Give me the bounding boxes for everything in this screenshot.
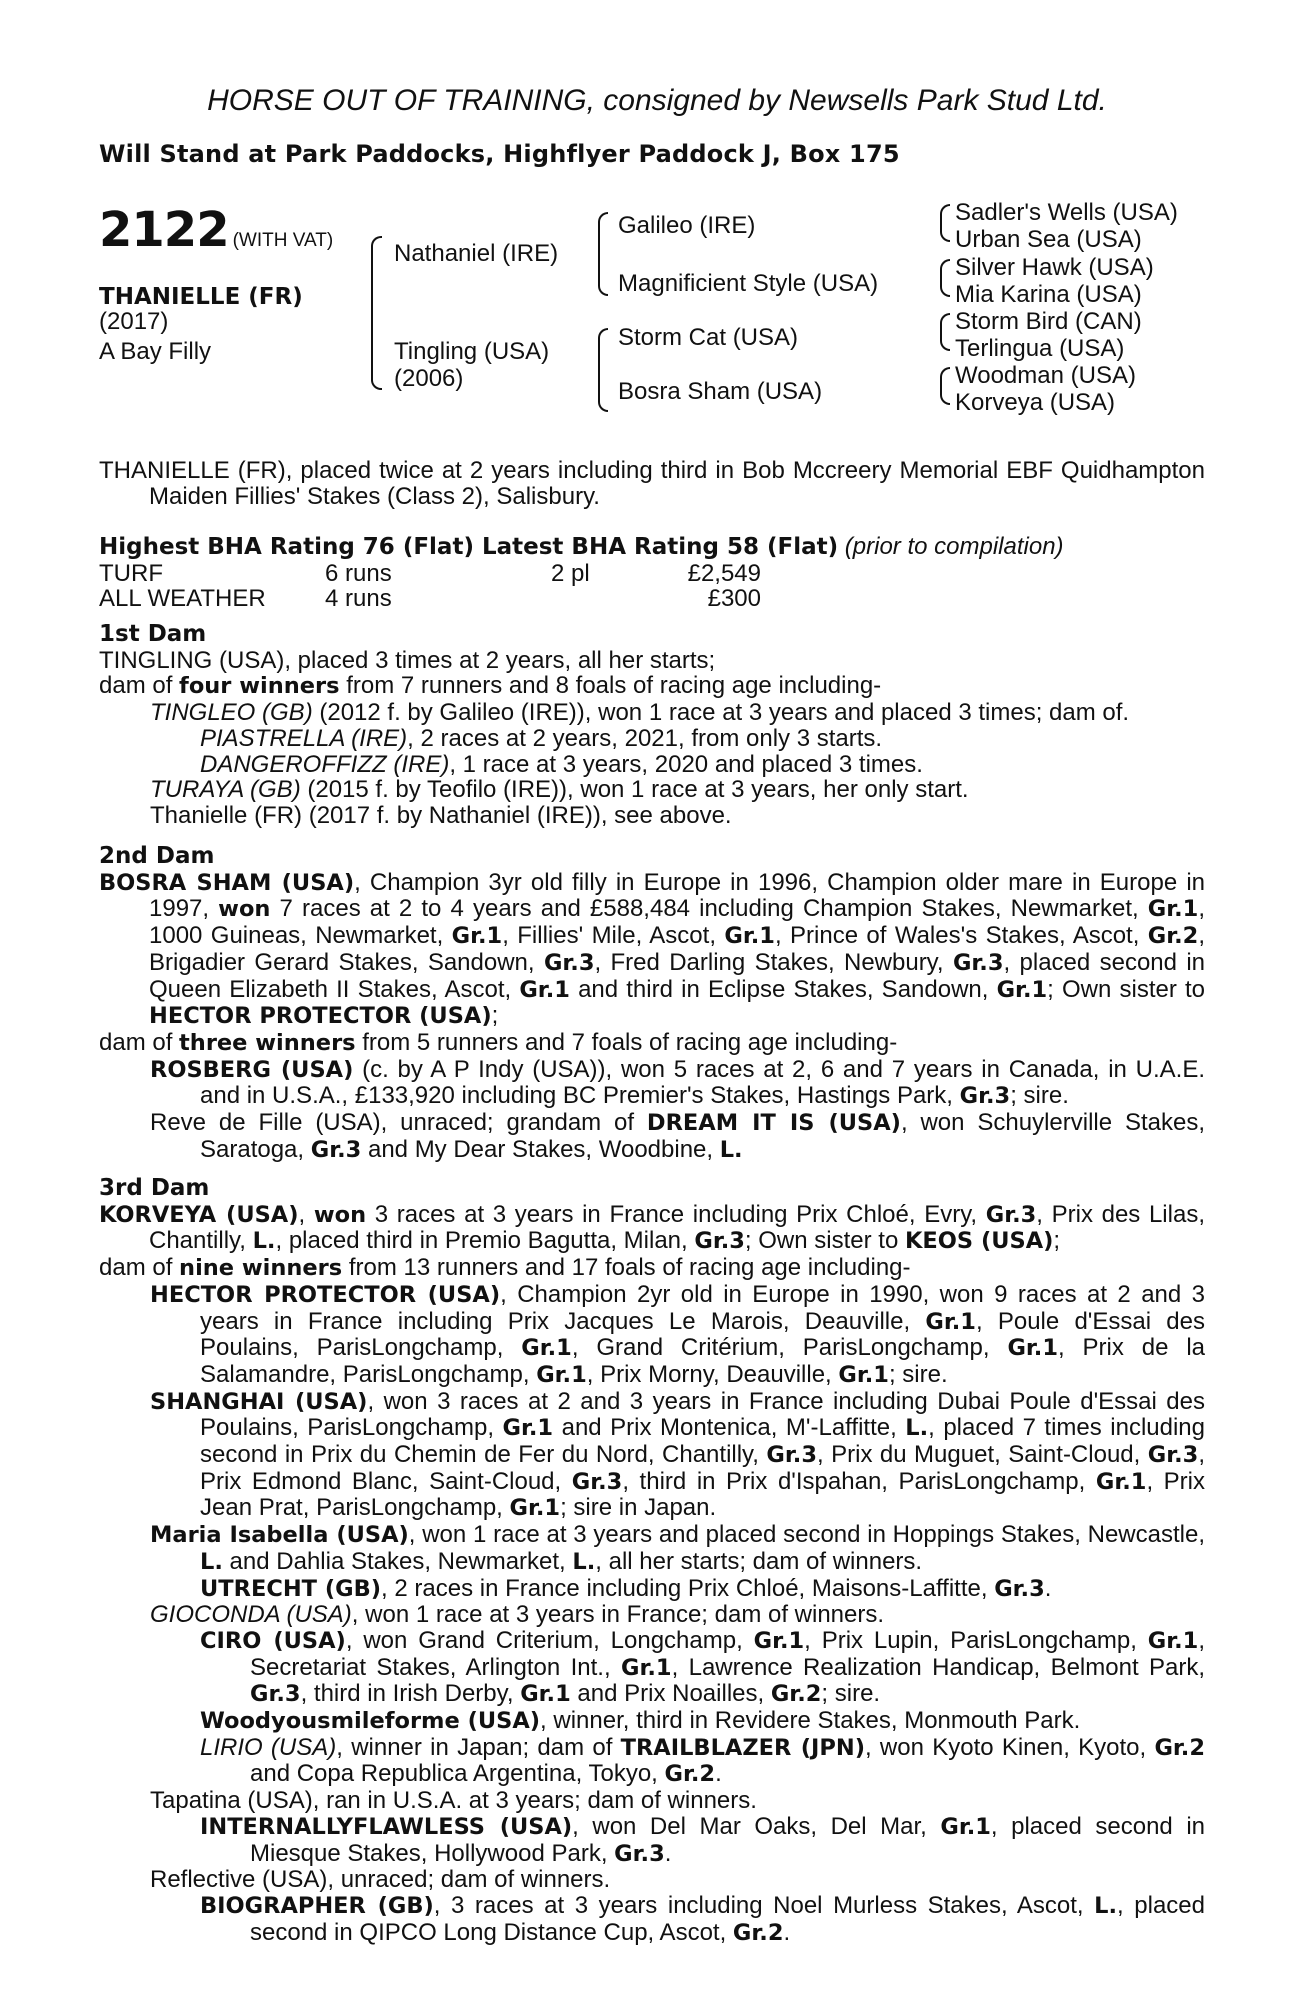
- third-dam-record: KORVEYA (USA), won 3 races at 3 years in France including Prix Chloé, Evry, Gr.3, Prix des Lilas, Chantilly, L., placed third in Premio Bagutta, Milan, Gr.3; Own sister to KEOS (USA);: [99, 1200, 1205, 1255]
- horse-name: THANIELLE (FR): [99, 284, 303, 310]
- first-dam-section: [99, 622, 1205, 829]
- dam-line-bracket: [598, 328, 608, 412]
- lot-number: [99, 202, 333, 258]
- bracket-gen3-c: [940, 313, 950, 351]
- pedigree-dam-year: (2006): [394, 365, 464, 392]
- pedigree-sire-dam: Magnificient Style (USA): [618, 270, 879, 297]
- third-dam-heading: 3rd Dam: [99, 1175, 210, 1201]
- produce-item: Thanielle (FR) (2017 f. by Nathaniel (IRE)), see above.: [150, 801, 732, 829]
- second-dam-produce: dam of three winners from 5 runners and 7 foals of racing age including-: [99, 1028, 898, 1056]
- bha-ratings: Highest BHA Rating 76 (Flat) Latest BHA Rating 58 (Flat): [99, 534, 839, 560]
- first-dam-heading: 1st Dam: [99, 621, 207, 647]
- produce-item: Reflective (USA), unraced; dam of winners.: [150, 1866, 611, 1894]
- produce-item: PIASTRELLA (IRE), 2 races at 2 years, 2021, from only 3 starts.: [200, 724, 883, 752]
- turf-record: [99, 561, 1205, 587]
- ratings-line: [99, 534, 1205, 561]
- pedigree-dam-dam: Bosra Sham (USA): [618, 378, 823, 405]
- first-dam-produce: dam of four winners from 7 runners and 8 foals of racing age including-: [99, 672, 882, 700]
- produce-item: Reve de Fille (USA), unraced; grandam of DREAM IT IS (USA), won Schuylerville Stakes, Saratoga, Gr.3 and My Dear Stakes, Woodbine, L.: [150, 1109, 1205, 1163]
- produce-item: Tapatina (USA), ran in U.S.A. at 3 years; dam of winners.: [150, 1787, 757, 1815]
- produce-item: Maria Isabella (USA), won 1 race at 3 years and placed second in Hoppings Stakes, Newcastle, L. and Dahlia Stakes, Newmarket, L., all her starts; dam of winners.: [150, 1521, 1205, 1575]
- produce-item: CIRO (USA), won Grand Criterium, Longchamp, Gr.1, Prix Lupin, ParisLongchamp, Gr.1, Secretariat Stakes, Arlington Int., Gr.1, Lawrence Realization Handicap, Belmont Park, Gr.3, third in Irish Derby, Gr.1 and Prix Noailles, Gr.2; sire.: [200, 1626, 1206, 1708]
- second-dam-section: [99, 844, 1205, 1163]
- foaling-year: (2017): [99, 308, 169, 335]
- aw-runs: 4 runs: [325, 585, 392, 613]
- horse-description: A Bay Filly: [99, 338, 212, 365]
- turf-earnings: £2,549: [687, 559, 761, 587]
- produce-item: HECTOR PROTECTOR (USA), Champion 2yr old in Europe in 1990, won 9 races at 2 and 3 years in France including Prix Jacques Le Marois, Deauville, Gr.1, Poule d'Essai des Poulains, ParisLongchamp, Gr.1, Grand Critérium, ParisLongchamp, Gr.1, Prix de la Salamandre, ParisLongchamp, Gr.1, Prix Morny, Deauville, Gr.1; sire.: [150, 1280, 1206, 1388]
- pedigree-sds: Silver Hawk (USA): [955, 254, 1154, 281]
- ratings-block: [99, 534, 1205, 612]
- produce-item: UTRECHT (GB), 2 races in France including Prix Chloé, Maisons-Laffitte, Gr.3.: [200, 1574, 1052, 1602]
- pedigree-dds: Woodman (USA): [955, 362, 1136, 389]
- ratings-note: (prior to compilation): [844, 533, 1064, 560]
- produce-item: Woodyousmileforme (USA), winner, third in Revidere Stakes, Monmouth Park.: [200, 1707, 1081, 1735]
- stand-location: Will Stand at Park Paddocks, Highflyer Paddock J, Box 175: [99, 140, 900, 168]
- bracket-gen3-b: [940, 259, 950, 297]
- summary-text: THANIELLE (FR), placed twice at 2 years including third in Bob Mccreery Memorial EBF Quidhampton Maiden Fillies' Stakes (Class 2), Salisbury.: [99, 457, 1205, 510]
- second-dam-heading: 2nd Dam: [99, 843, 215, 869]
- produce-item: ROSBERG (USA) (c. by A P Indy (USA)), won 5 races at 2, 6 and 7 years in Canada, in U.A.E. and in U.S.A., £133,920 including BC Premier's Stakes, Hastings Park, Gr.3; sire.: [150, 1055, 1205, 1110]
- produce-item: BIOGRAPHER (GB), 3 races at 3 years including Noel Murless Stakes, Ascot, L., placed second in QIPCO Long Distance Cup, Ascot, Gr.2.: [200, 1891, 1205, 1946]
- pedigree-sdd: Mia Karina (USA): [955, 281, 1142, 308]
- sire-line-bracket: [598, 212, 608, 296]
- bracket-gen3-d: [940, 367, 950, 405]
- pedigree-dam-sire: Storm Cat (USA): [618, 324, 799, 351]
- bracket-gen3-a: [940, 204, 950, 242]
- produce-item: TURAYA (GB) (2015 f. by Teofilo (IRE)), won 1 race at 3 years, her only start.: [150, 776, 969, 804]
- pedigree-sire: Nathaniel (IRE): [394, 240, 559, 267]
- turf-placed: 2 pl: [551, 559, 590, 587]
- first-dam-intro: TINGLING (USA), placed 3 times at 2 years, all her starts;: [99, 646, 716, 674]
- produce-item: DANGEROFFIZZ (IRE), 1 race at 3 years, 2020 and placed 3 times.: [200, 750, 923, 778]
- sire-dam-bracket: [371, 236, 382, 390]
- produce-item: GIOCONDA (USA), won 1 race at 3 years in France; dam of winners.: [150, 1601, 885, 1629]
- second-dam-record: BOSRA SHAM (USA), Champion 3yr old filly in Europe in 1996, Champion older mare in Europe in 1997, won 7 races at 2 to 4 years and £588,484 including Champion Stakes, Newmarket, Gr.1, 1000 Guineas, Newmarket, Gr.1, Fillies' Mile, Ascot, Gr.1, Prince of Wales's Stakes, Ascot, Gr.2, Brigadier Gerard Stakes, Sandown, Gr.3, Fred Darling Stakes, Newbury, Gr.3, placed second in Queen Elizabeth II Stakes, Ascot, Gr.1 and third in Eclipse Stakes, Sandown, Gr.1; Own sister to HECTOR PROTECTOR (USA);: [99, 868, 1206, 1030]
- pedigree-dam: Tingling (USA): [394, 338, 550, 365]
- lot-number-value: 2122: [99, 202, 229, 258]
- pedigree-dsd: Terlingua (USA): [955, 335, 1125, 362]
- pedigree-sire-sire: Galileo (IRE): [618, 212, 756, 239]
- produce-item: INTERNALLYFLAWLESS (USA), won Del Mar Oaks, Del Mar, Gr.1, placed second in Miesque Stakes, Hollywood Park, Gr.3.: [200, 1812, 1206, 1867]
- pedigree-sss: Sadler's Wells (USA): [955, 199, 1178, 226]
- pedigree-ddd: Korveya (USA): [955, 389, 1116, 416]
- aw-label: ALL WEATHER: [99, 585, 266, 613]
- turf-label: TURF: [99, 559, 163, 587]
- third-dam-produce: dam of nine winners from 13 runners and 17 foals of racing age including-: [99, 1254, 911, 1282]
- vat-note: (WITH VAT): [232, 230, 334, 251]
- produce-item: TINGLEO (GB) (2012 f. by Galileo (IRE)), won 1 race at 3 years and placed 3 times; dam of.: [150, 699, 1130, 727]
- race-summary: [99, 458, 1205, 509]
- turf-runs: 6 runs: [325, 559, 392, 587]
- produce-item: LIRIO (USA), winner in Japan; dam of TRAILBLAZER (JPN), won Kyoto Kinen, Kyoto, Gr.2 and Copa Republica Argentina, Tokyo, Gr.2.: [200, 1733, 1206, 1788]
- third-dam-section: [99, 1176, 1205, 1946]
- produce-item: SHANGHAI (USA), won 3 races at 2 and 3 years in France including Dubai Poule d'Essai des Poulains, ParisLongchamp, Gr.1 and Prix Montenica, M'-Laffitte, L., placed 7 times including second in Prix du Chemin de Fer du Nord, Chantilly, Gr.3, Prix du Muguet, Saint-Cloud, Gr.3, Prix Edmond Blanc, Saint-Cloud, Gr.3, third in Prix d'Ispahan, ParisLongchamp, Gr.1, Prix Jean Prat, ParisLongchamp, Gr.1; sire in Japan.: [150, 1387, 1206, 1522]
- aw-earnings: £300: [707, 585, 761, 613]
- pedigree-ssd: Urban Sea (USA): [955, 226, 1142, 253]
- catalogue-header: HORSE OUT OF TRAINING, consigned by Newsells Park Stud Ltd.: [207, 84, 1107, 117]
- aw-record: [99, 586, 1205, 612]
- pedigree-dss: Storm Bird (CAN): [955, 308, 1142, 335]
